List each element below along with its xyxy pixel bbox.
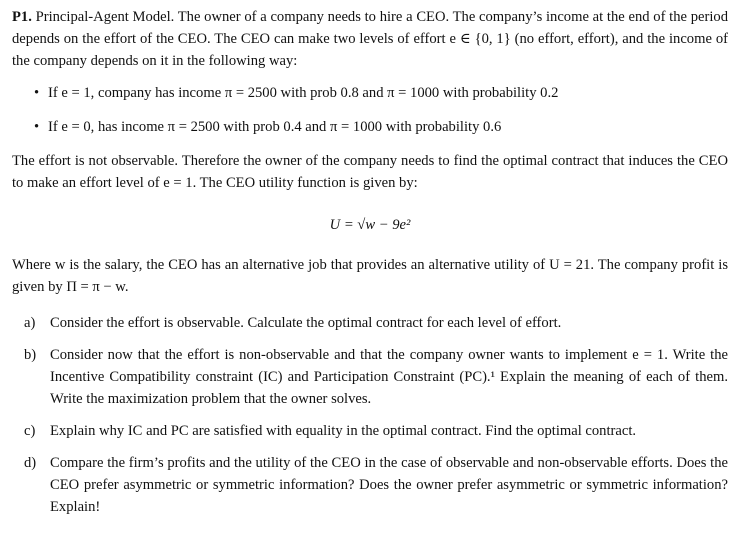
utility-equation: U = √w − 9e² xyxy=(329,217,411,233)
question-part-c xyxy=(24,420,728,442)
part-text: Consider the effort is observable. Calculate the optimal contract for each level of effort. xyxy=(50,315,562,331)
question-part-a xyxy=(24,312,728,334)
question-part-d xyxy=(24,452,728,518)
bullet-item-effort xyxy=(34,82,728,104)
problem-intro-text: Principal-Agent Model. The owner of a company needs to hire a CEO. The company’s income at the end of the period depends on the effort of the CEO. The CEO can make two levels of effort e ∈ {0, 1} (no effort, effort), and the income of the company depends on it in the following way: xyxy=(12,9,728,69)
part-label: d) xyxy=(24,455,37,471)
part-label: a) xyxy=(24,315,36,331)
problem-number: P1. xyxy=(12,9,32,25)
observability-paragraph: The effort is not observable. Therefore the owner of the company needs to find the optimal contract that induces the CEO to make an effort level of e = 1. The CEO utility function is given by: xyxy=(12,153,728,191)
part-label: c) xyxy=(24,423,36,439)
part-text: Consider now that the effort is non-observable and that the company owner wants to implement e = 1. Write the Incentive Compatibility constraint (IC) and Participation Constraint (PC).¹ Explain the meaning of each of them. Write the maximization problem that the owner solves. xyxy=(50,347,728,407)
bullet-item-no-effort xyxy=(34,116,728,138)
bullet-icon: • xyxy=(34,85,40,101)
part-label: b) xyxy=(24,347,37,363)
question-part-b xyxy=(24,344,728,410)
income-bullet-list xyxy=(12,82,728,138)
question-parts xyxy=(12,312,728,518)
bullet-text-effort: If e = 1, company has income π = 2500 with prob 0.8 and π = 1000 with probability 0.2 xyxy=(48,85,559,101)
part-text: Compare the firm’s profits and the utility of the CEO in the case of observable and non-observable efforts. Does the CEO prefer asymmetric or symmetric information? Does the owner prefer asymmetric or symmetric information? Explain! xyxy=(50,455,728,515)
part-text: Explain why IC and PC are satisfied with equality in the optimal contract. Find the optimal contract. xyxy=(50,423,637,439)
bullet-text-no-effort: If e = 0, has income π = 2500 with prob 0.4 and π = 1000 with probability 0.6 xyxy=(48,119,502,135)
problem-intro-paragraph xyxy=(12,6,728,72)
salary-paragraph: Where w is the salary, the CEO has an alternative job that provides an alternative utility of U = 21. The company profit is given by Π = π − w. xyxy=(12,257,728,295)
bullet-icon: • xyxy=(34,119,40,135)
